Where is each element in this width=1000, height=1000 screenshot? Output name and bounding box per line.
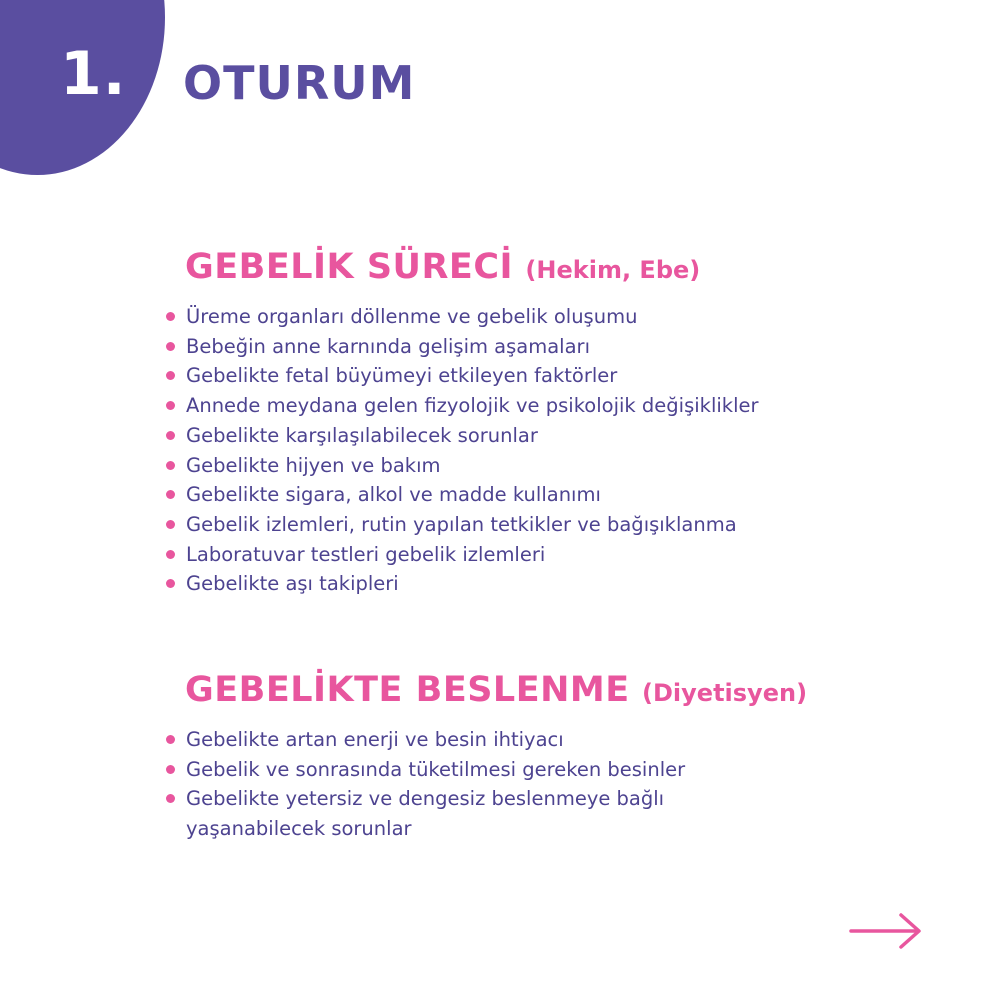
bullet-icon xyxy=(166,312,175,321)
list-item-text: Laboratuvar testleri gebelik izlemleri xyxy=(186,542,546,566)
list-item-text: Gebelik izlemleri, rutin yapılan tetkikler ve bağışıklanma xyxy=(186,512,737,536)
bullet-icon xyxy=(166,765,175,774)
bullet-icon xyxy=(166,520,175,529)
list-item xyxy=(165,725,925,755)
list-item xyxy=(165,421,925,451)
list-item xyxy=(165,332,925,362)
bullet-icon xyxy=(166,550,175,559)
list-item xyxy=(165,510,925,540)
list-item xyxy=(165,540,925,570)
list-item-text: Üreme organları döllenme ve gebelik oluşumu xyxy=(186,305,638,328)
arrow-right-icon[interactable] xyxy=(848,910,924,952)
bullet-icon xyxy=(166,579,175,588)
bullet-icon xyxy=(166,342,175,351)
section-heading xyxy=(185,666,925,717)
bullet-icon xyxy=(166,794,175,803)
bullet-icon xyxy=(166,371,175,380)
list-item-text: Gebelikte karşılaşılabilecek sorunlar xyxy=(186,423,538,447)
section-title: GEBELİK SÜRECİ xyxy=(185,247,514,287)
list-item xyxy=(165,480,925,510)
section-pregnancy-nutrition xyxy=(165,666,925,844)
bullet-icon xyxy=(166,735,175,744)
list-item xyxy=(165,755,925,785)
list-item xyxy=(165,569,925,599)
section-heading xyxy=(185,243,925,294)
list-item-text: Gebelikte fetal büyümeyi etkileyen faktörler xyxy=(186,364,618,388)
list-item-text: Gebelikte sigara, alkol ve madde kullanımı xyxy=(186,483,601,507)
topic-list xyxy=(165,725,925,844)
section-presenters: (Hekim, Ebe) xyxy=(525,256,701,284)
list-item xyxy=(165,784,706,843)
list-item-text: Annede meydana gelen fizyolojik ve psikolojik değişiklikler xyxy=(186,394,759,418)
bullet-icon xyxy=(166,461,175,470)
list-item-text: Gebelikte aşı takipleri xyxy=(186,572,399,596)
bullet-icon xyxy=(166,490,175,499)
list-item-text: Gebelik ve sonrasında tüketilmesi gereken besinler xyxy=(186,757,686,781)
list-item xyxy=(165,451,925,481)
session-number: 1. xyxy=(60,39,127,109)
section-title: GEBELİKTE BESLENME xyxy=(185,670,630,710)
section-pregnancy-process xyxy=(165,243,925,599)
session-title: OTURUM xyxy=(183,56,416,110)
list-item-text: Gebelikte hijyen ve bakım xyxy=(186,453,441,477)
section-presenters: (Diyetisyen) xyxy=(642,679,808,707)
bullet-icon xyxy=(166,401,175,410)
list-item-text: Gebelikte yetersiz ve dengesiz beslenmeye bağlı yaşanabilecek sorunlar xyxy=(186,787,665,841)
arrow-right-icon-graphic xyxy=(848,910,924,952)
topic-list xyxy=(165,302,925,599)
list-item-text: Bebeğin anne karnında gelişim aşamaları xyxy=(186,334,590,358)
list-item xyxy=(165,302,925,332)
bullet-icon xyxy=(166,431,175,440)
list-item-text: Gebelikte artan enerji ve besin ihtiyacı xyxy=(186,728,564,751)
list-item xyxy=(165,361,925,391)
list-item xyxy=(165,391,925,421)
